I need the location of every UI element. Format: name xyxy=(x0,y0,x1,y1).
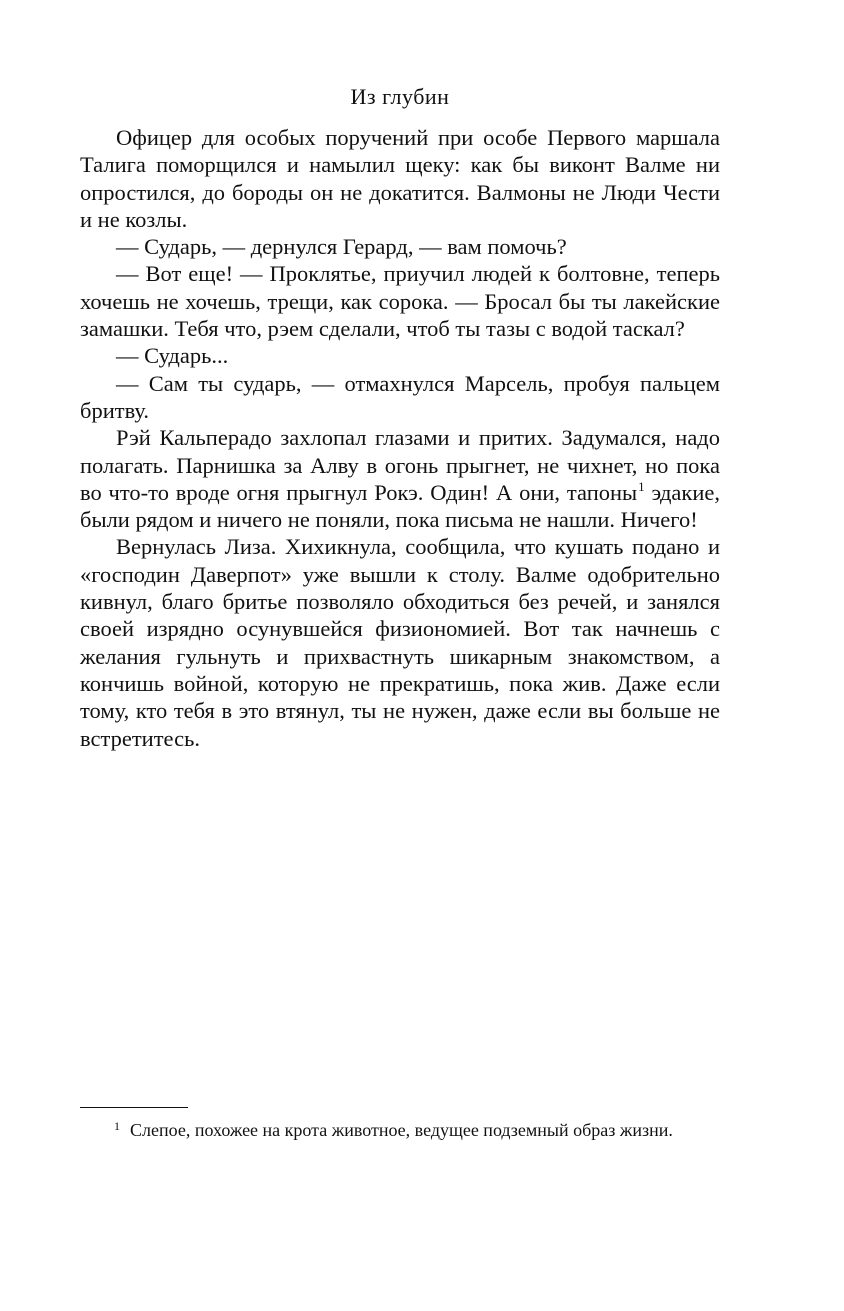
paragraph: — Вот еще! — Проклятье, приучил людей к болтовне, теперь хочешь не хочешь, трещи, как сорока. — Бросал бы ты лакейские замашки. Тебя что, рэем сделали, чтоб ты тазы с водой таскал? xyxy=(80,261,720,342)
body-text xyxy=(80,124,720,752)
footnote-mark: 1 xyxy=(114,1119,120,1133)
footnote-divider xyxy=(80,1107,188,1108)
paragraph: — Сударь, — дернулся Герард, — вам помочь? xyxy=(116,234,567,260)
paragraph: — Сударь... xyxy=(116,343,229,369)
footnote-reference[interactable]: 1 xyxy=(638,478,645,494)
paragraph: Офицер для особых поручений при особе Первого маршала Талига поморщился и намылил щеку: как бы виконт Валме ни опростился, до бороды он не докатится. Валмоны не Люди Чести и не козлы. xyxy=(80,125,720,232)
paragraph xyxy=(80,424,720,533)
paragraph-text: Рэй Кальперадо захлопал глазами и притих. Задумался, надо полагать. Парнишка за Алву в огонь прыгнет, не чихнет, но пока во что-то вроде огня прыгнул Рокэ. Один! А они, тапоны xyxy=(80,425,720,505)
footnote xyxy=(80,1119,720,1142)
book-page xyxy=(80,0,720,1311)
paragraph-text: эдакие, были рядом и ничего не поняли, пока письма не нашли. Ничего! xyxy=(80,479,721,533)
paragraph: — Сам ты сударь, — отмахнулся Марсель, пробуя пальцем бритву. xyxy=(80,370,720,423)
running-head: Из глубин xyxy=(350,84,450,109)
footnote-text: Слепое, похожее на крота животное, ведущее подземный образ жизни. xyxy=(130,1120,673,1140)
paragraph: Вернулась Лиза. Хихикнула, сообщила, что кушать подано и «господин Даверпот» уже вышли к столу. Валме одобрительно кивнул, благо бритье позволяло обходиться без речей, и занялся своей изрядно осунувшейся физиономией. Вот так начнешь с желания гульнуть и прихвастнуть шикарным знакомством, а кончишь войной, которую не прекратишь, пока жив. Даже если тому, кто тебя в это втянул, ты не нужен, даже если вы больше не встретитесь. xyxy=(80,534,720,751)
